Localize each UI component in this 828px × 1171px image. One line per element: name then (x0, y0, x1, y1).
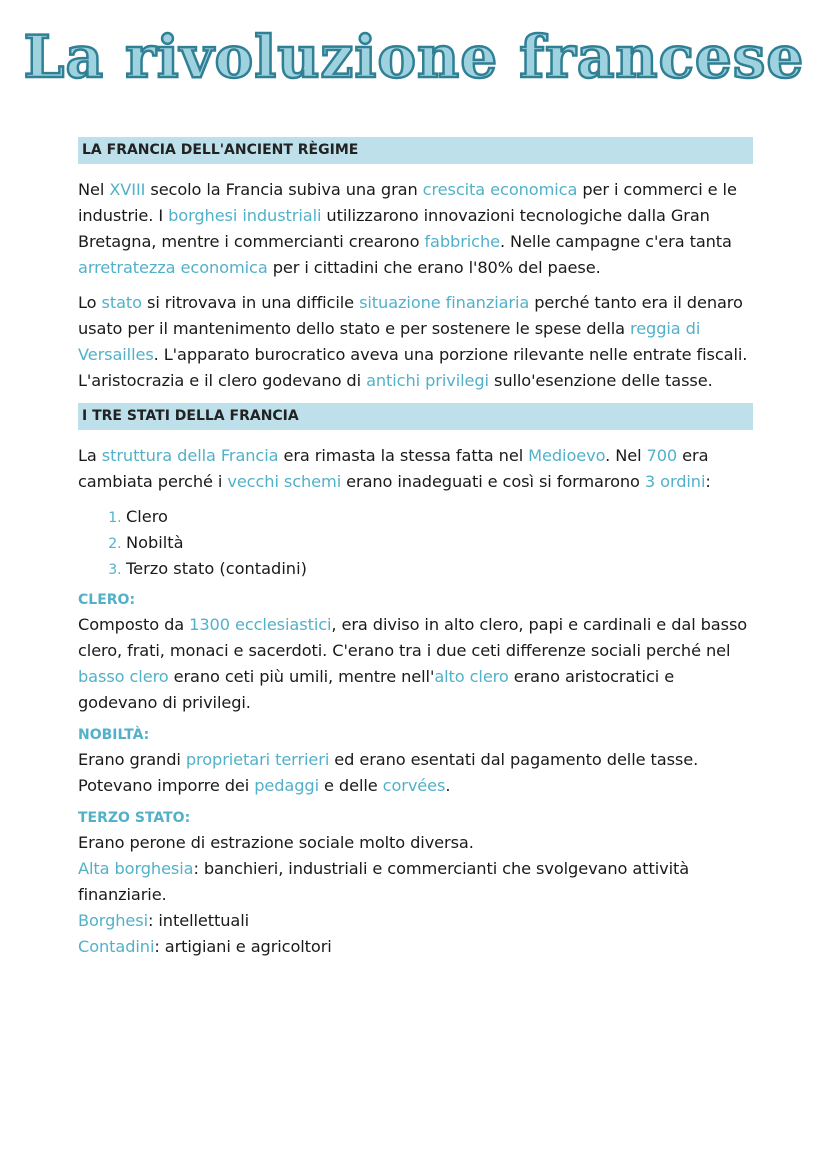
highlight-term: Contadini (78, 937, 155, 956)
list-item: 3. Terzo stato (contadini) (126, 556, 753, 582)
highlight-term: vecchi schemi (227, 472, 342, 491)
list-item: 2. Nobiltà (126, 530, 753, 556)
paragraph-clero: Composto da 1300 ecclesiastici, era diviso in alto clero, papi e cardinali e dal basso clero, frati, monaci e sacerdoti. C'erano tra i due ceti differenze sociali perché nel basso clero erano ceti più umili, mentre nell'alto clero erano aristocratici e godevano di privilegi. (78, 615, 748, 712)
highlight-term: stato (101, 293, 142, 312)
label-terzo-stato: TERZO STATO: (78, 810, 191, 826)
highlight-term: borghesi industriali (168, 206, 322, 225)
paragraph-finance: Lo stato si ritrovava in una difficile situazione finanziaria perché tanto era il denaro usato per il mantenimento dello stato e per sostenere le spese della reggia di Versailles. L'apparato burocratico aveva una porzione rilevante nelle entrate fiscali. L'aristocrazia e il clero godevano di antichi privilegi sullo'esenzione delle tasse. (78, 293, 748, 390)
highlight-term: proprietari terrieri (185, 750, 330, 769)
label-nobilta: NOBILTÀ: (78, 727, 150, 743)
highlight-term: Borghesi (78, 911, 149, 930)
paragraph-nobilta: Erano grandi proprietari terrieri ed erano esentati dal pagamento delle tasse. Potevano imporre dei pedaggi e delle corvées. (78, 750, 699, 795)
orders-list (78, 504, 753, 582)
page-title: La rivoluzione francese (23, 23, 805, 91)
paragraph-terzo-intro: Erano perone di estrazione sociale molto diversa. (78, 833, 474, 852)
highlight-term: arretratezza economica (78, 258, 268, 277)
section-header-ancien-regime: LA FRANCIA DELL'ANCIENT RÈGIME (78, 137, 753, 164)
list-item: 1. Clero (126, 504, 753, 530)
highlight-term: Alta borghesia (78, 859, 194, 878)
paragraph-borghesi: Borghesi: intellettuali (78, 911, 249, 930)
highlight-term: 700 (646, 446, 678, 465)
label-clero: CLERO: (78, 592, 136, 608)
highlight-term: fabbriche (424, 232, 500, 251)
highlight-term: 3 ordini (644, 472, 706, 491)
section-header-tre-stati: I TRE STATI DELLA FRANCIA (78, 403, 753, 430)
highlight-term: antichi privilegi (366, 371, 489, 390)
highlight-term: Medioevo (528, 446, 606, 465)
paragraph-structure: La struttura della Francia era rimasta la stessa fatta nel Medioevo. Nel 700 era cambiata perché i vecchi schemi erano inadeguati e così si formarono 3 ordini: (78, 446, 711, 491)
highlight-term: reggia di Versailles (78, 319, 701, 364)
paragraph-alta-borghesia: Alta borghesia: banchieri, industriali e commercianti che svolgevano attività finanziarie. (78, 859, 690, 904)
paragraph-contadini: Contadini: artigiani e agricoltori (78, 937, 332, 956)
highlight-term: situazione finanziaria (359, 293, 530, 312)
highlight-term: corvées (382, 776, 446, 795)
highlight-term: XVIII (109, 180, 146, 199)
highlight-term: crescita economica (422, 180, 578, 199)
highlight-term: alto clero (434, 667, 509, 686)
highlight-term: struttura della Francia (101, 446, 279, 465)
highlight-term: basso clero (78, 667, 169, 686)
highlight-term: pedaggi (254, 776, 319, 795)
content (78, 137, 753, 960)
paragraph-economy: Nel XVIII secolo la Francia subiva una gran crescita economica per i commerci e le industrie. I borghesi industriali utilizzarono innovazioni tecnologiche dalla Gran Bretagna, mentre i commercianti crearono fabbriche. Nelle campagne c'era tanta arretratezza economica per i cittadini che erano l'80% del paese. (78, 180, 737, 277)
highlight-term: 1300 ecclesiastici (189, 615, 332, 634)
